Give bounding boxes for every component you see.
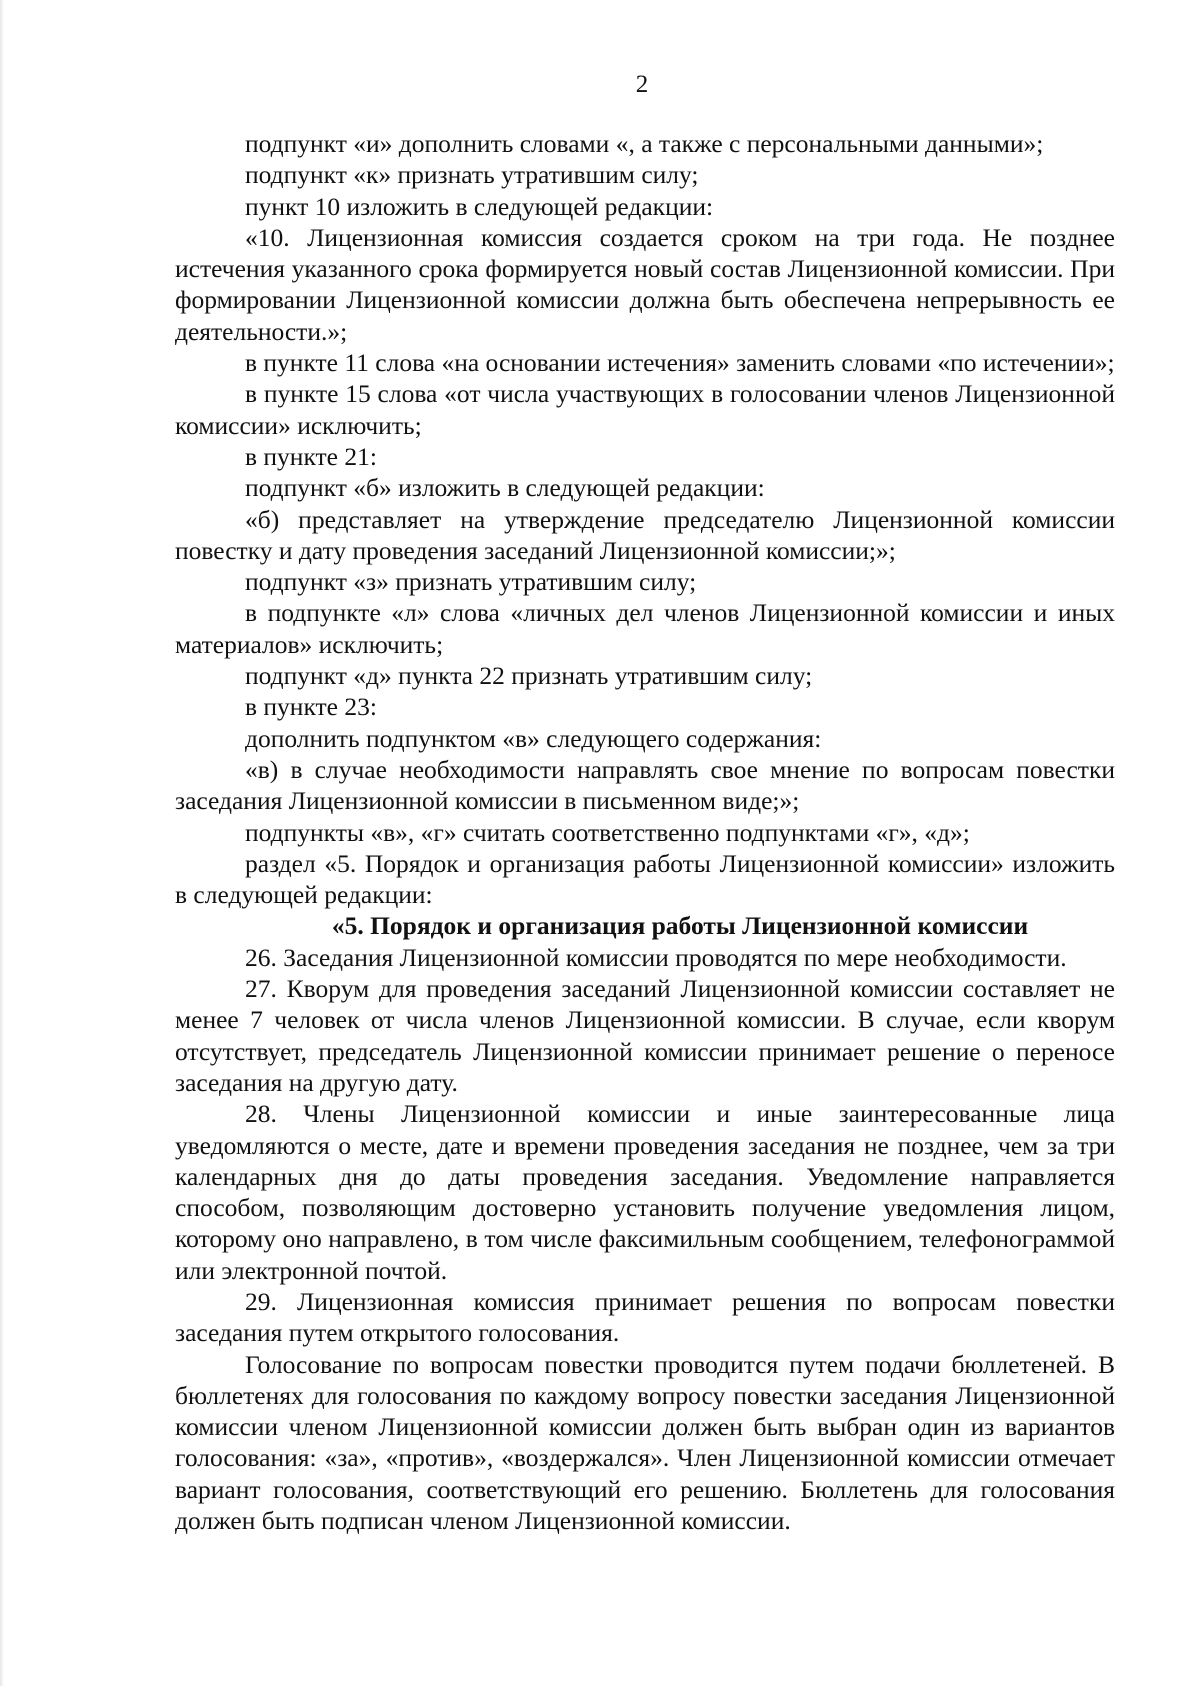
section-paragraph: Голосование по вопросам повестки проводится путем подачи бюллетеней. В бюллетенях для голосования по каждому вопросу повестки заседания Лицензионной комиссии членом Лицензионной комиссии должен быть выбран один из вариантов голосования: «за», «против», «воздержался». Член Лицензионной комиссии отмечает вариант голосования, соответствующий его решению. Бюллетень для голосования должен быть подписан членом Лицензионной комиссии. [175,1349,1115,1536]
paragraph: подпункт «к» признать утратившим силу; [245,160,699,190]
scan-edge [0,0,4,1686]
paragraph: подпункт «б» изложить в следующей редакции: [245,473,765,503]
paragraph: в пункте 21: [245,441,377,471]
paragraph: «10. Лицензионная комиссия создается сроком на три года. Не позднее истечения указанного срока формируется новый состав Лицензионной комиссии. При формировании Лицензионной комиссии должна быть обеспечена непрерывность ее деятельности.»; [175,222,1115,346]
paragraph: в подпункте «л» слова «личных дел членов Лицензионной комиссии и иных материалов» исключить; [175,598,1115,659]
paragraph: раздел «5. Порядок и организация работы Лицензионной комиссии» изложить в следующей редакции: [175,848,1115,910]
paragraph: «в) в случае необходимости направлять свое мнение по вопросам повестки заседания Лицензионной комиссии в письменном виде;»; [175,754,1115,816]
paragraph: в пункте 15 слова «от числа участвующих в голосовании членов Лицензионной комиссии» исключить; [175,379,1115,440]
paragraph: пункт 10 изложить в следующей редакции: [245,191,714,221]
section-paragraph: 28. Члены Лицензионной комиссии и иные заинтересованные лица уведомляются о месте, дате и времени проведения заседания не позднее, чем за три календарных дня до даты проведения заседания. Уведомление направляется способом, позволяющим достоверно установить получение уведомления лицом, которому оно направлено, в том числе факсимильным сообщением, телефонограммой или электронной почтой. [175,1099,1115,1285]
section-paragraph: 27. Кворум для проведения заседаний Лицензионной комиссии составляет не менее 7 человек от числа членов Лицензионной комиссии. В случае, если кворум отсутствует, председатель Лицензионной комиссии принимает решение о переносе заседания на другую дату. [175,974,1115,1097]
section-heading: «5. Порядок и организация работы Лицензионной комиссии [331,911,1029,941]
paragraph: подпункт «и» дополнить словами «, а также с персональными данными»; [245,129,1044,158]
paragraph: в пункте 23: [245,692,377,722]
paragraph: «б) представляет на утверждение председателю Лицензионной комиссии повестку и дату проведения заседаний Лицензионной комиссии;»; [175,504,1115,565]
paragraph: подпункты «в», «г» считать соответственно подпунктами «г», «д»; [245,817,970,847]
section-paragraph: 29. Лицензионная комиссия принимает решения по вопросам повестки заседания путем открытого голосования. [175,1286,1115,1348]
paragraph: в пункте 11 слова «на основании истечения» заменить словами «по истечении»; [245,348,1115,378]
paragraph: подпункт «з» признать утратившим силу; [245,567,697,597]
page-number: 2 [635,71,649,98]
paragraph: дополнить подпунктом «в» следующего содержания: [245,723,822,753]
document-body [175,128,1115,1536]
paragraph: подпункт «д» пункта 22 признать утратившим силу; [245,661,813,691]
section-paragraph: 26. Заседания Лицензионной комиссии проводятся по мере необходимости. [245,942,1067,972]
